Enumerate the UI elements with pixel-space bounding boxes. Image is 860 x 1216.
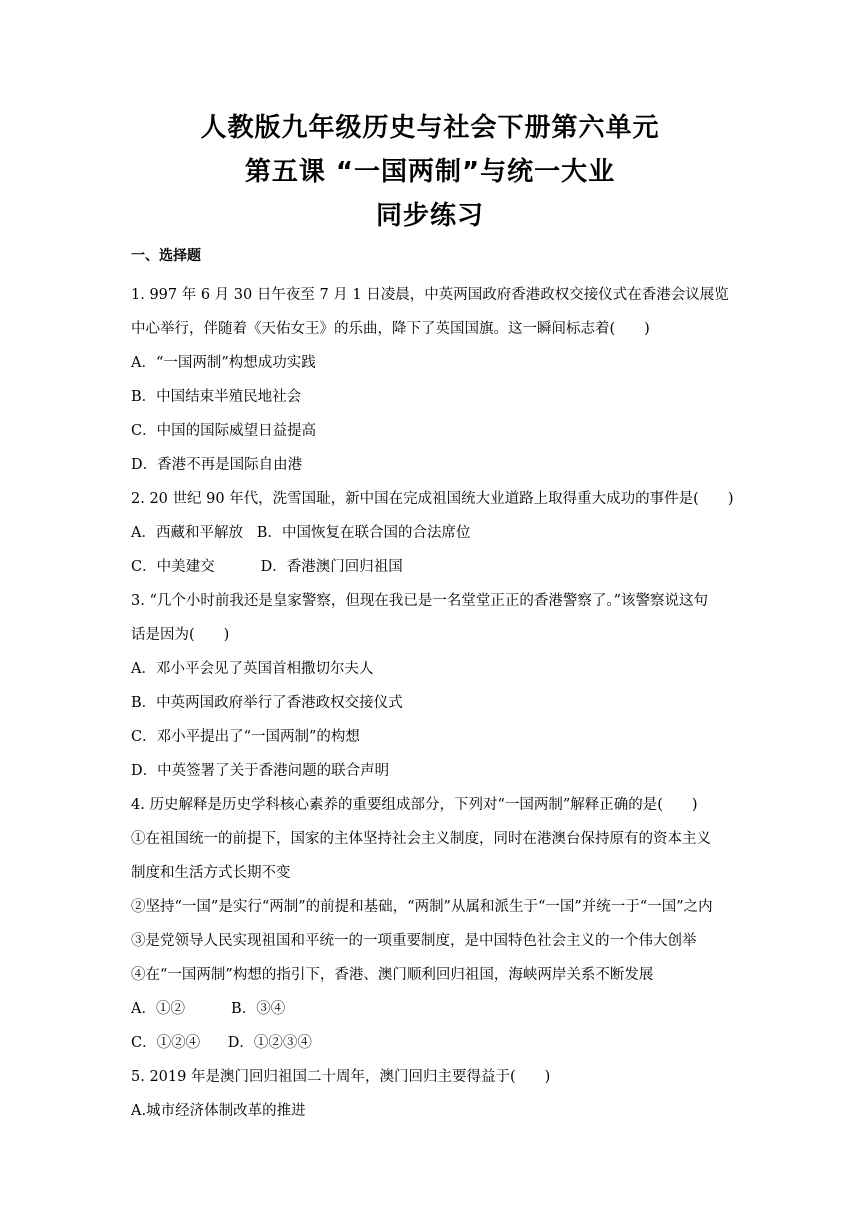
question-2-options-cd: C．中美建交 D．香港澳门回归祖国 [131,559,403,575]
question-1-stem-cont: 中心举行，伴随着《天佑女王》的乐曲，降下了英国国旗。这一瞬间标志着( ) [131,321,650,337]
question-4-statement-4: ④在“一国两制”构想的指引下，香港、澳门顺利回归祖国，海峡两岸关系不断发展 [131,967,654,983]
question-4-options-ab: A．①② B．③④ [131,1001,286,1017]
question-3-stem-cont: 话是因为( ) [131,627,230,643]
question-3-option-a: A．邓小平会见了英国首相撒切尔夫人 [131,661,374,677]
question-5-option-a: A.城市经济体制改革的推进 [131,1103,306,1119]
question-4-options-cd: C．①②④ D．①②③④ [131,1035,312,1051]
question-4-statement-1: ①在祖国统一的前提下，国家的主体坚持社会主义制度，同时在港澳台保持原有的资本主义 [131,831,711,847]
question-3-option-c: C．邓小平提出了“一国两制”的构想 [131,729,360,745]
question-1-option-d: D．香港不再是国际自由港 [131,457,303,473]
question-3-option-d: D．中英签署了关于香港问题的联合声明 [131,763,390,779]
question-4-statement-1-cont: 制度和生活方式长期不变 [131,865,291,881]
question-4-statement-3: ③是党领导人民实现祖国和平统一的一项重要制度，是中国特色社会主义的一个伟大创举 [131,933,697,949]
title-line-3: 同步练习 [375,201,484,231]
title-line-2: 第五课 “一国两制”与统一大业 [244,157,616,187]
question-4-stem: 4. 历史解释是历史学科核心素养的重要组成部分，下列对“一国两制”解释正确的是( ) [131,797,698,813]
question-3-option-b: B．中英两国政府举行了香港政权交接仪式 [131,695,403,711]
question-list [131,278,737,1128]
question-1-option-c: C．中国的国际威望日益提高 [131,423,317,439]
question-2-stem: 2. 20 世纪 90 年代，洗雪国耻，新中国在完成祖国统大业道路上取得重大成功的事件是( ) [131,491,734,507]
question-1-stem: 1. 997 年 6 月 30 日午夜至 7 月 1 日凌晨，中英两国政府香港政权交接仪式在香港会议展览 [131,287,729,303]
question-2-options-ab: A．西藏和平解放 B．中国恢复在联合国的合法席位 [131,525,471,541]
question-3-stem: 3. “几个小时前我还是皇家警察，但现在我已是一名堂堂正正的香港警察了。”该警察说这句 [131,593,709,609]
question-4-statement-2: ②坚持“一国”是实行“两制”的前提和基础，“两制”从属和派生于“一国”并统一于“一国”之内 [131,899,713,915]
title-line-1: 人教版九年级历史与社会下册第六单元 [200,113,660,143]
question-1-option-a: A．“一国两制”构想成功实践 [131,355,316,371]
question-5-stem: 5. 2019 年是澳门回归祖国二十周年，澳门回归主要得益于( ) [131,1069,551,1085]
question-1-option-b: B．中国结束半殖民地社会 [131,389,302,405]
section-heading: 一、选择题 [131,248,201,264]
